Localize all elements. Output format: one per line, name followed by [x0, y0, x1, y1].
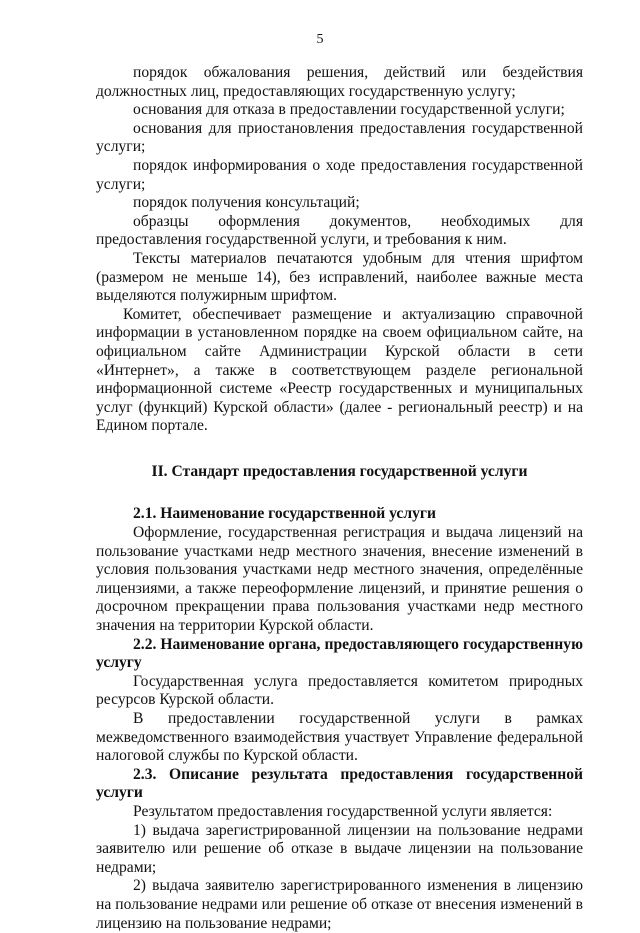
paragraph-service-name: Оформление, государственная регистрация и выдача лицензий на пользование участками недр местного значения, внесение изменений в условия пользования участками недр местного значения, определённые лицензиями, а также переоформление лицензий, и принятие решения о досрочном прекращении права пользования участками недр местного значения на территории Курской области. — [96, 524, 583, 635]
list-item-refusal-grounds: основания для отказа в предоставлении государственной услуги; — [133, 101, 565, 119]
subsection-heading-2-1: 2.1. Наименование государственной услуги — [133, 505, 436, 523]
list-item-result-2: 2) выдача заявителю зарегистрированного изменения в лицензию на пользование недрами или решение об отказе от внесения изменений в лицензию на пользование недрами; — [96, 877, 583, 932]
list-item-document-samples: образцы оформления документов, необходимых для предоставления государственной услуги, и требования к ним. — [96, 212, 583, 249]
subsection-heading-2-3: 2.3. Описание результата предоставления государственной услуги — [96, 765, 583, 802]
paragraph-committee-publication: Комитет, обеспечивает размещение и актуализацию справочной информации в установленном порядке на своем официальном сайте, на официальном сайте Администрации Курской области в сети «Интернет», а также в соответствующем разделе региональной информационной системе «Реестр государственных и муниципальных услуг (функций) Курской области» (далее - региональный реестр) и на Едином портале. — [96, 305, 583, 435]
list-item-suspension-grounds: основания для приостановления предоставления государственной услуги; — [96, 119, 583, 156]
list-item-progress-info: порядок информирования о ходе предоставления государственной услуги; — [96, 156, 583, 193]
list-item-consultations: порядок получения консультаций; — [133, 194, 360, 212]
paragraph-font-requirements: Тексты материалов печатаются удобным для чтения шрифтом (размером не меньше 14), без исправлений, наиболее важные места выделяются полужирным шрифтом. — [96, 249, 583, 305]
page-number: 5 — [316, 32, 324, 47]
page-content — [96, 64, 583, 933]
paragraph-result-intro: Результатом предоставления государственной услуги является: — [133, 802, 553, 820]
subsection-heading-2-2: 2.2. Наименование органа, предоставляющего государственную услугу — [96, 635, 583, 672]
list-item-result-1: 1) выдача зарегистрированной лицензии на пользование недрами заявителю или решение об отказе в выдаче лицензии на пользование недрами; — [96, 821, 583, 876]
paragraph-interagency: В предоставлении государственной услуги в рамках межведомственного взаимодействия участвует Управление федеральной налоговой службы по Курской области. — [96, 710, 583, 765]
paragraph-service-provider: Государственная услуга предоставляется комитетом природных ресурсов Курской области. — [96, 672, 583, 709]
list-item-appeal-procedure: порядок обжалования решения, действий или бездействия должностных лиц, предоставляющих государственную услугу; — [96, 64, 583, 100]
section-heading-standard: II. Стандарт предоставления государственной услуги — [151, 462, 528, 480]
